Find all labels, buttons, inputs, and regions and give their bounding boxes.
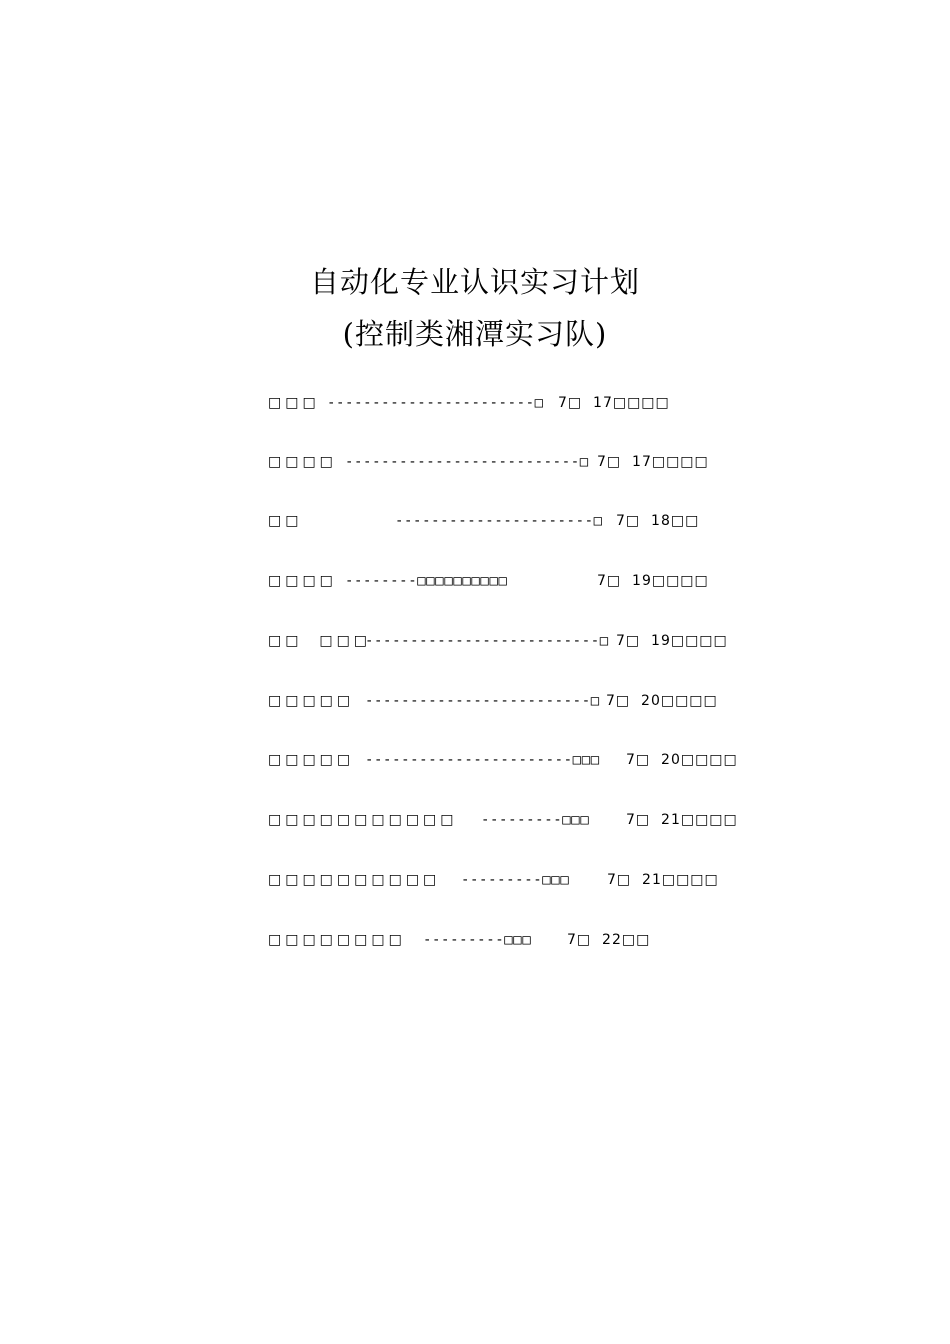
schedule-date: 7□ 21□□□□: [626, 812, 738, 828]
schedule-dashes: --------□□□□□□□□□□: [345, 573, 508, 589]
schedule-date: 7□ 22□□: [567, 932, 651, 948]
schedule-date: 7□ 17□□□□: [558, 395, 670, 411]
schedule-date: 7□ 18□□: [616, 513, 700, 529]
schedule-dashes: ---------□□□: [423, 932, 532, 948]
schedule-label: □□□□□□□□: [268, 932, 406, 948]
schedule-dashes: -----------------------□□□: [365, 752, 600, 768]
schedule-dashes: -------------------------□: [365, 693, 600, 709]
schedule-label: □□ □□□: [268, 633, 372, 649]
schedule-row: [0, 633, 950, 655]
schedule-row: [0, 752, 950, 774]
schedule-date: 7□ 20□□□□: [606, 693, 718, 709]
schedule-date: 7□ 19□□□□: [616, 633, 728, 649]
document-title: 自动化专业认识实习计划: [309, 265, 640, 299]
schedule-row: [0, 573, 950, 595]
schedule-date: 7□ 20□□□□: [626, 752, 738, 768]
schedule-label: □□□□□□□□□□□: [268, 812, 458, 828]
schedule-row: [0, 395, 950, 417]
schedule-dashes: ---------□□□: [461, 872, 570, 888]
schedule-dashes: --------------------------□: [365, 633, 609, 649]
schedule-date: 7□ 17□□□□: [597, 454, 709, 470]
schedule-row: [0, 872, 950, 894]
schedule-dashes: ---------□□□: [481, 812, 590, 828]
schedule-label: □□: [268, 513, 303, 529]
schedule-label: □□□□: [268, 454, 337, 470]
schedule-label: □□□: [268, 395, 320, 411]
schedule-dashes: -----------------------□: [327, 395, 544, 411]
document-subtitle: (控制类湘潭实习队): [342, 317, 608, 351]
schedule-label: □□□□□: [268, 693, 355, 709]
schedule-date: 7□ 21□□□□: [607, 872, 719, 888]
schedule-row: [0, 932, 950, 954]
schedule-date: 7□ 19□□□□: [597, 573, 709, 589]
schedule-label: □□□□□: [268, 752, 355, 768]
schedule-dashes: ----------------------□: [395, 513, 603, 529]
schedule-row: [0, 454, 950, 476]
schedule-row: [0, 812, 950, 834]
schedule-row: [0, 513, 950, 535]
schedule-dashes: --------------------------□: [345, 454, 589, 470]
schedule-label: □□□□□□□□□□: [268, 872, 441, 888]
schedule-row: [0, 693, 950, 715]
schedule-label: □□□□: [268, 573, 337, 589]
